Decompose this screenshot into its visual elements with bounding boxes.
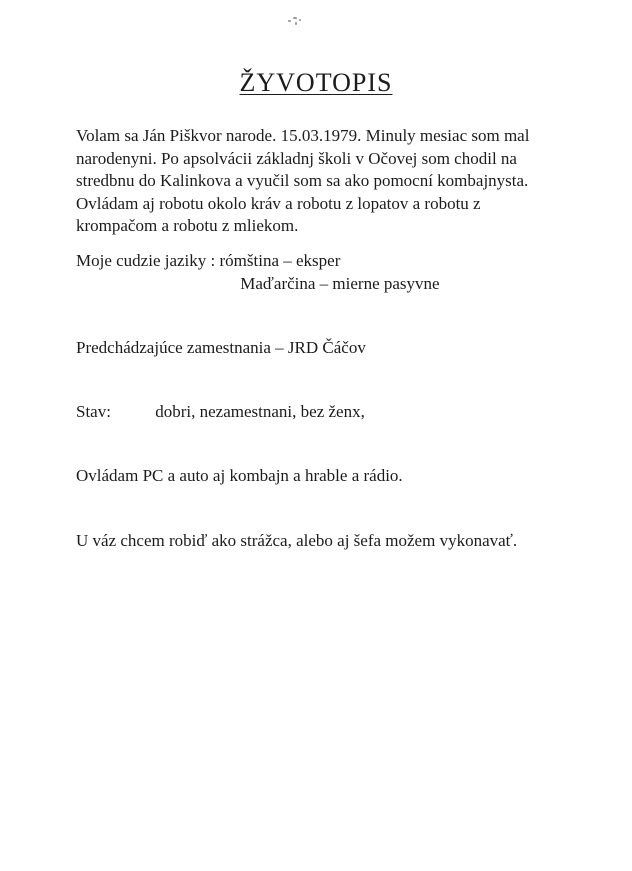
scan-speck-mark	[288, 14, 302, 26]
wish-paragraph: U váz chcem robiď ako strážca, alebo aj šefa možem vykonavať.	[76, 531, 518, 550]
languages-label: Moje cudzie jaziky :	[76, 251, 216, 270]
document-title: ŽYVOTOPIS	[239, 68, 393, 97]
intro-paragraph: Volam sa Ján Piškvor narode. 15.03.1979. Minuly mesiac som mal narodenyni. Po apsolvácii základnj školi v Očovej som chodil na stredbnu do Kalinkova a vyučil som sa ako pomocní kombajnysta. Ovládam aj robotu okolo kráv a robotu z lopatov a robotu z krompačom a robotu z mliekom.	[76, 126, 530, 235]
skills-paragraph: Ovládam PC a auto aj kombajn a hrable a rádio.	[76, 466, 403, 485]
language-row	[76, 250, 440, 273]
language-item: Maďarčina – mierne pasyvne	[240, 273, 440, 293]
language-item: rómština – eksper	[219, 251, 341, 270]
status-label: Stav:	[76, 402, 111, 421]
status-value: dobri, nezamestnani, bez ženx,	[155, 402, 365, 421]
language-row	[76, 273, 440, 296]
status-row	[76, 401, 365, 424]
languages-section	[76, 250, 440, 295]
previous-employment: Predchádzajúce zamestnania – JRD Čáčov	[76, 338, 366, 357]
